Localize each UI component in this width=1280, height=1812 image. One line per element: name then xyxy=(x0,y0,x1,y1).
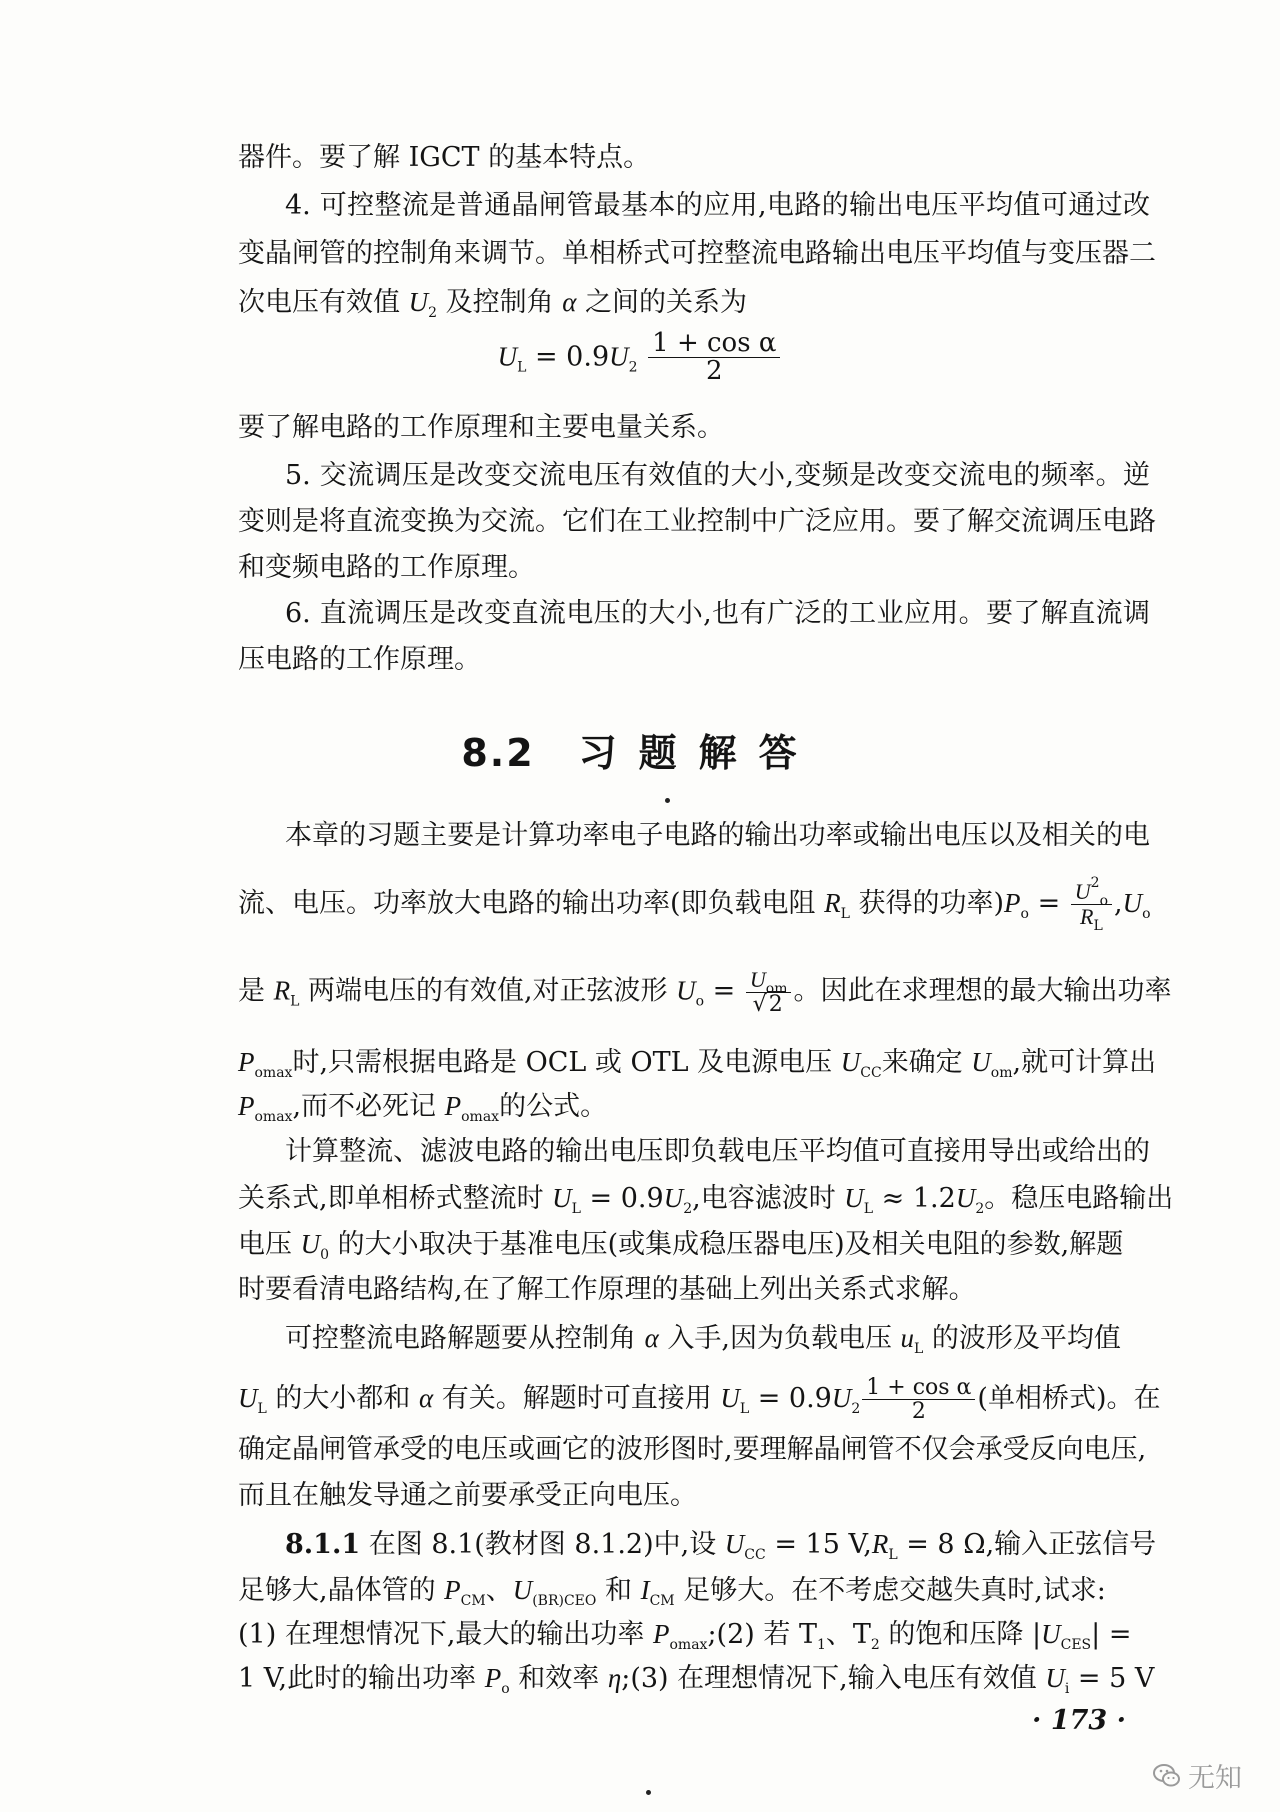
text-line: 5. 交流调压是改变交流电压有效值的大小,变频是改变交流电的频率。逆 xyxy=(285,460,1150,491)
text-line: 确定晶闸管承受的电压或画它的波形图时,要理解晶闸管不仅会承受反向电压, xyxy=(238,1434,1147,1465)
rectifier-formula: $U_L = 0.9U_2$ $\frac{\text{1 + cos α}}{2}$ xyxy=(0,330,1280,386)
wechat-icon xyxy=(1152,1761,1182,1791)
text-line: 和变频电路的工作原理。 xyxy=(238,552,535,583)
section-heading: 8.2 习题解答 xyxy=(461,731,819,775)
exercise-line: 8.1.1 在图 8.1(教材图 8.1.2)中,设 $U_{CC} = 15$ $V,R_L = 8$ Ω,输入正弦信号 xyxy=(285,1529,1157,1563)
text-line: 本章的习题主要是计算功率电子电路的输出功率或输出电压以及相关的电 xyxy=(285,820,1150,851)
text-line: $P_{omax}$,而不必死记 $P_{omax}$的公式。 xyxy=(238,1091,608,1125)
exercise-line: 足够大,晶体管的 $P_{CM}$、$U_{(BR)CEO}$ 和 $I_{CM}$ 足够大。在不考虑交越失真时,试求: xyxy=(238,1575,1106,1609)
page-number: · 173 · xyxy=(1032,1705,1126,1736)
text-line: 次电压有效值 $U_2$ 及控制角 α 之间的关系为 xyxy=(238,287,747,321)
text-line: 变晶闸管的控制角来调节。单相桥式可控整流电路输出电压平均值与变压器二 xyxy=(238,238,1156,269)
text-line: 是 $R_L$ 两端电压的有效值,对正弦波形 $U_o$ = $\frac{U_{om}}{√2}$ 。因此在求理想的最大输出功率 xyxy=(238,967,1172,1018)
text-line: 4. 可控整流是普通晶闸管最基本的应用,电路的输出电压平均值可通过改 xyxy=(285,190,1150,221)
text-line: 要了解电路的工作原理和主要电量关系。 xyxy=(238,412,724,443)
watermark-text: 无知 xyxy=(1188,1763,1242,1794)
text-line: 压电路的工作原理。 xyxy=(238,644,481,675)
exercise-line: 1 V,此时的输出功率 $P_o$ 和效率 η;(3) 在理想情况下,输入电压有效值 $U_i = 5$ V xyxy=(238,1663,1155,1697)
text-line: 时要看清电路结构,在了解工作原理的基础上列出关系式求解。 xyxy=(238,1274,976,1305)
text-line: 电压 $U_0$ 的大小取决于基准电压(或集成稳压器电压)及相关电阻的参数,解题 xyxy=(238,1229,1124,1263)
text-line: 6. 直流调压是改变直流电压的大小,也有广泛的工业应用。要了解直流调 xyxy=(285,598,1150,629)
text-line: 而且在触发导通之前要承受正向电压。 xyxy=(238,1480,697,1511)
text-line: 流、电压。功率放大电路的输出功率(即负载电阻 $R_L$ 获得的功率)$P_o$ = $\frac{U^2_o}{R_L}$ $,U_o$ xyxy=(238,875,1151,935)
text-line: $U_L$ 的大小都和 α 有关。解题时可直接用 $U_L = 0.9U_2$ $\frac{\text{1 + cos α}}{2}$ (单相桥式)。在 xyxy=(238,1375,1161,1425)
text-line: 关系式,即单相桥式整流时 $U_L = 0.9U_2$,电容滤波时 $U_L \approx 1.2U_2$。稳压电路输出 xyxy=(238,1183,1174,1217)
text-line: $P_{omax}$时,只需根据电路是 OCL 或 OTL 及电源电压 $U_{CC}$来确定 $U_{om}$,就可计算出 xyxy=(238,1047,1157,1081)
text-line: 变则是将直流变换为交流。它们在工业控制中广泛应用。要了解交流调压电路 xyxy=(238,506,1156,537)
text-line: 可控整流电路解题要从控制角 α 入手,因为负载电压 $u_L$ 的波形及平均值 xyxy=(285,1323,1121,1357)
text-line: 器件。要了解 IGCT 的基本特点。 xyxy=(238,142,651,173)
exercise-line: (1) 在理想情况下,最大的输出功率 $P_{omax};(2)$ 若 $T_1$、$T_2$ 的饱和压降 $|U_{CES}|$ = xyxy=(238,1619,1132,1653)
watermark xyxy=(1152,1756,1242,1795)
text-line: 计算整流、滤波电路的输出电压即负载电压平均值可直接用导出或给出的 xyxy=(285,1136,1150,1167)
